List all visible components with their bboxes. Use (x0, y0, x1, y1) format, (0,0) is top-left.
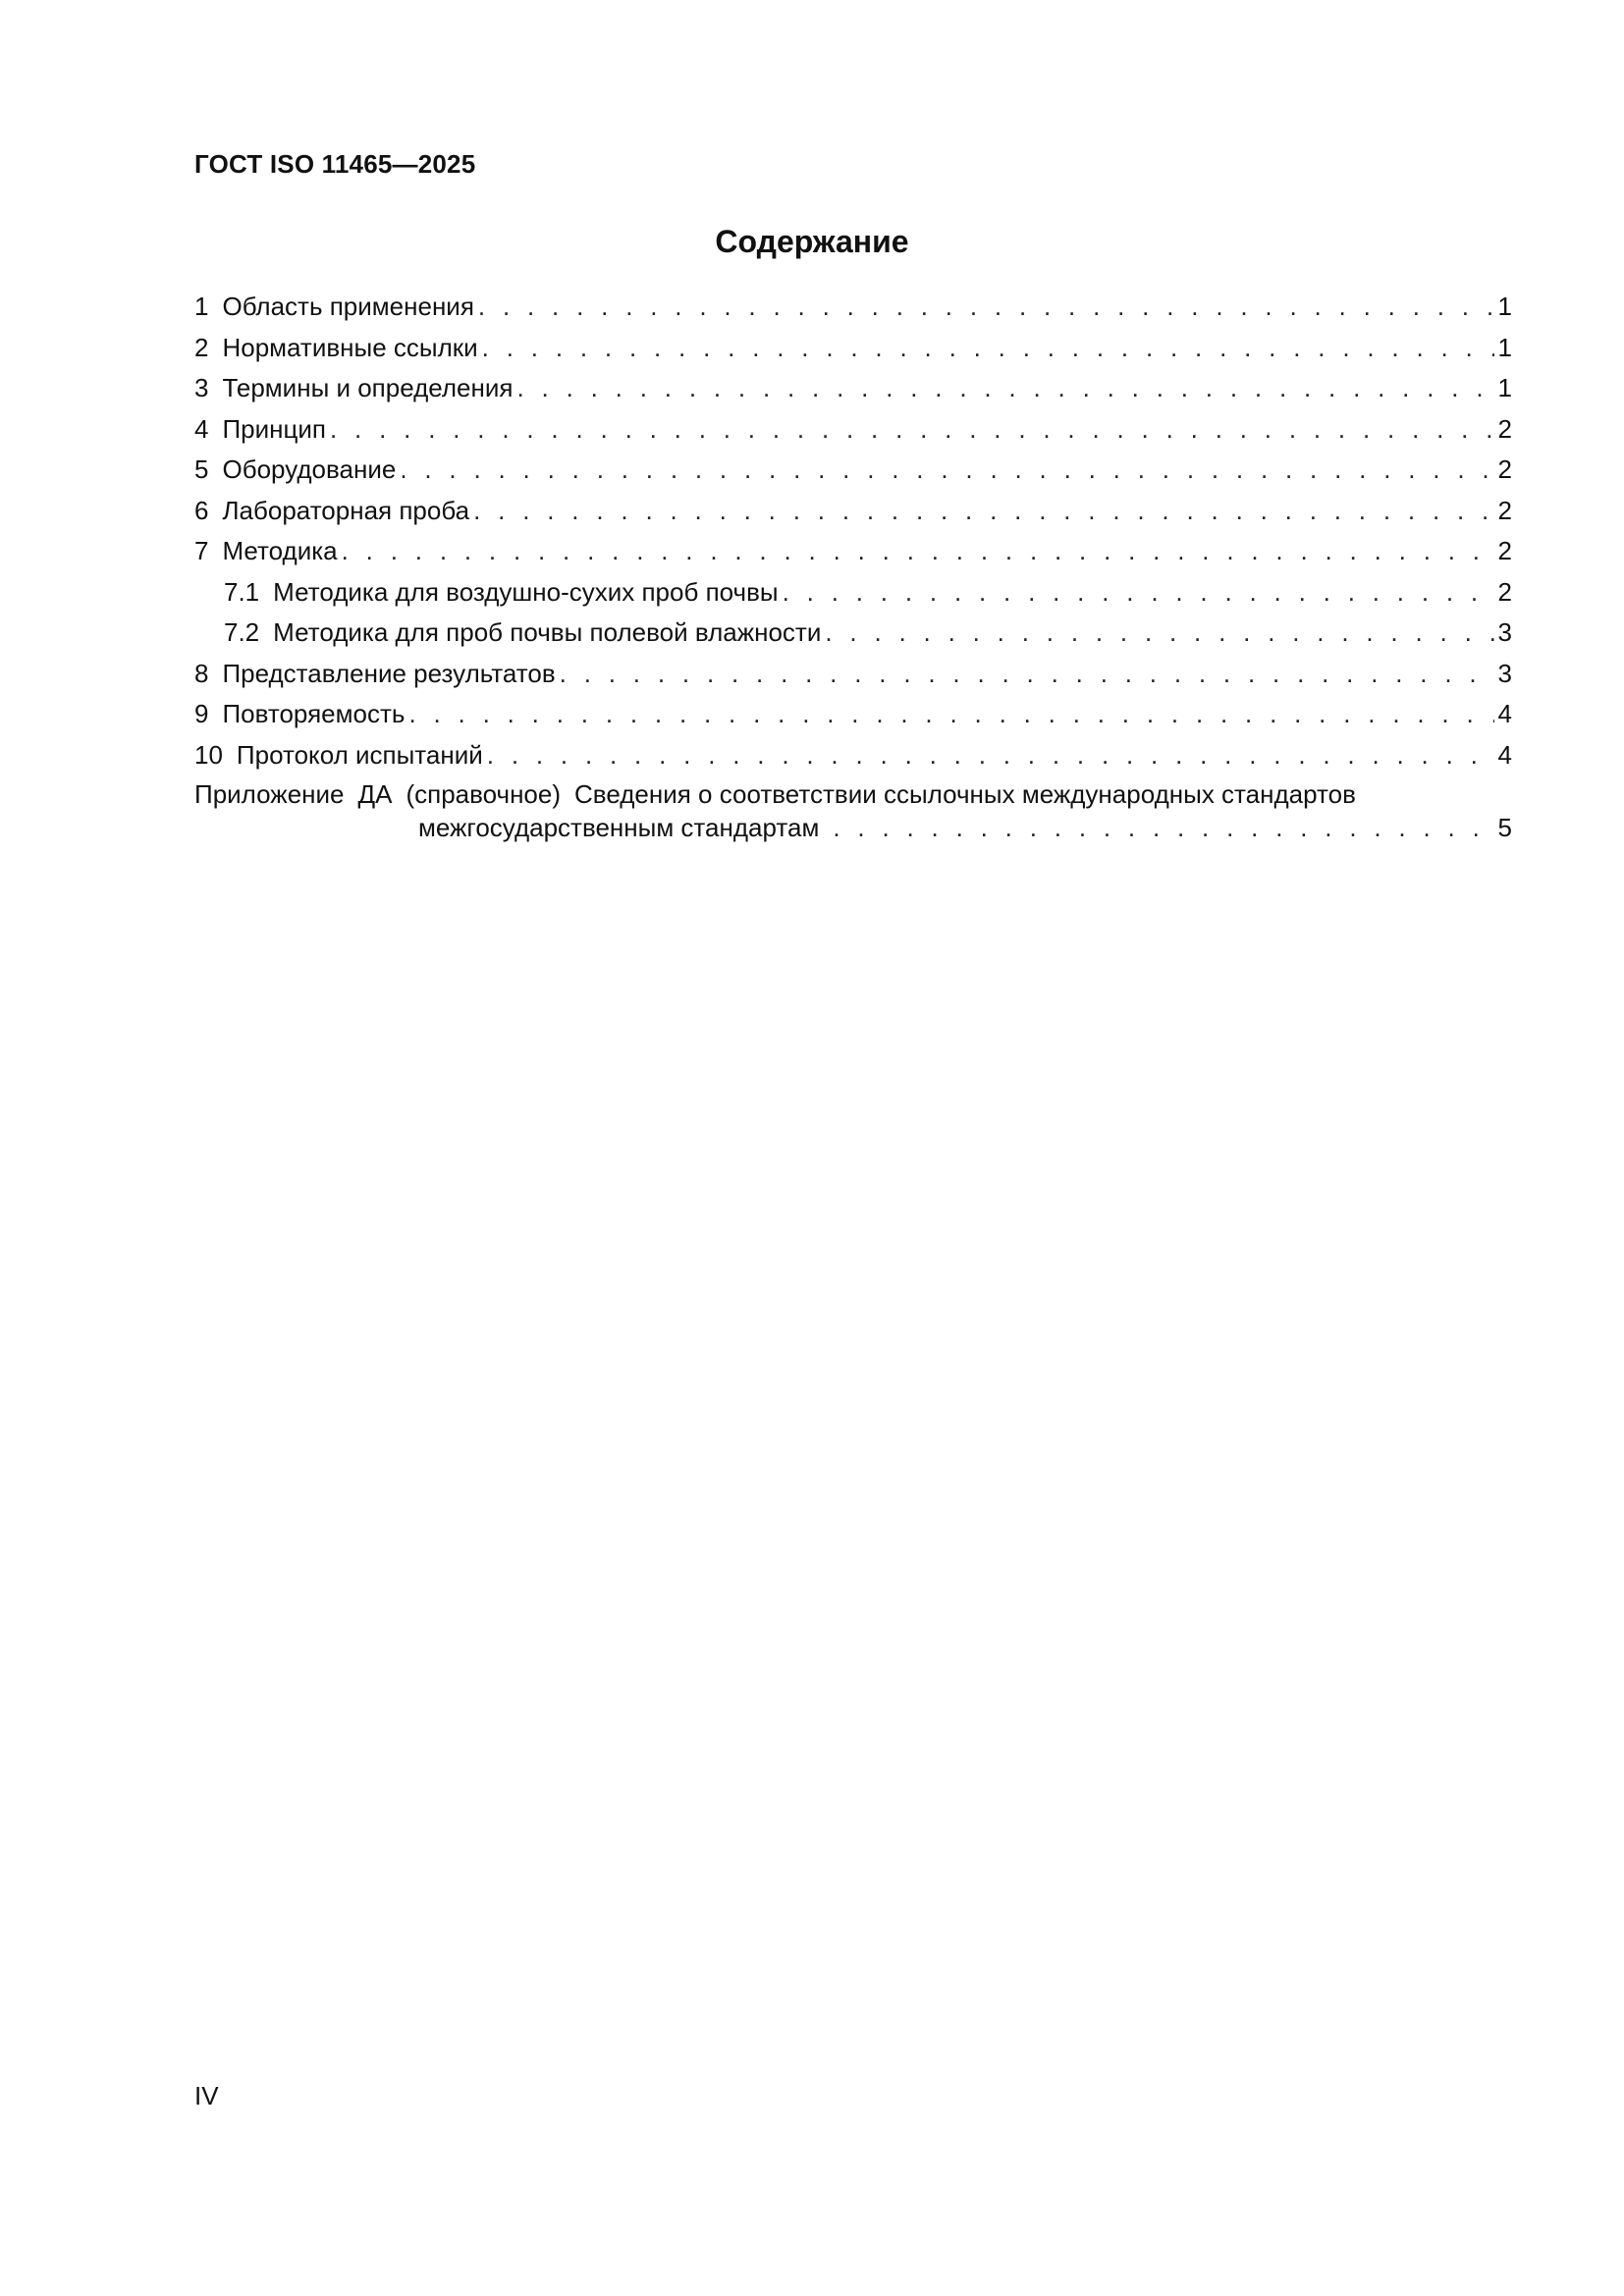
toc-entry-4[interactable] (194, 409, 1512, 451)
toc-entry-number: 7.1 (224, 576, 260, 607)
toc-entry-label: Нормативные ссылки (222, 332, 478, 362)
appendix-title-line1: Сведения о соответствии ссылочных международных стандартов (574, 779, 1356, 809)
toc-entry-page: 2 (1497, 495, 1512, 525)
appendix-prefix: Приложение (194, 779, 345, 809)
toc-entry-8[interactable] (194, 654, 1512, 695)
toc-entry-page: 1 (1497, 373, 1512, 402)
toc-entry-label: Оборудование (222, 454, 397, 484)
page-number: IV (194, 2081, 219, 2110)
dot-leader (560, 654, 1494, 695)
toc-entry-10[interactable] (194, 735, 1512, 776)
toc-entry-6[interactable] (194, 491, 1512, 532)
dot-leader (342, 531, 1494, 572)
dot-leader (833, 811, 1493, 844)
toc-entry-number: 10 (194, 739, 223, 770)
toc-entry-7-1[interactable] (194, 572, 1512, 614)
dot-leader (408, 694, 1493, 735)
toc-title: Содержание (715, 224, 909, 259)
toc-entry-label: Принцип (222, 413, 326, 444)
toc-entry-3[interactable] (194, 368, 1512, 409)
toc-entry-label: Представление результатов (222, 658, 556, 688)
toc-entry-label: Термины и определения (222, 373, 514, 402)
toc-entry-7-2[interactable] (194, 613, 1512, 654)
toc-entry-number: 7 (194, 536, 209, 565)
toc-entry-label: Повторяемость (222, 699, 406, 728)
toc-entry-appendix[interactable] (194, 777, 1512, 844)
toc-entry-label: Методика для воздушно-сухих проб почвы (273, 576, 779, 607)
dot-leader (487, 735, 1494, 776)
toc-entry-label: Протокол испытаний (236, 739, 483, 770)
toc-entry-page: 2 (1497, 536, 1512, 565)
toc-entry-1[interactable] (194, 287, 1512, 328)
toc-entry-number: 3 (194, 373, 209, 402)
toc-entry-number: 5 (194, 454, 209, 484)
dot-leader (783, 572, 1494, 614)
toc-entry-number: 9 (194, 699, 209, 728)
toc-entry-label: Методика (222, 536, 338, 565)
toc-entry-page: 2 (1497, 413, 1512, 444)
toc-entry-page: 1 (1497, 292, 1512, 321)
dot-leader (516, 368, 1493, 409)
toc-entry-number: 6 (194, 495, 209, 525)
toc-entry-page: 2 (1497, 454, 1512, 484)
toc-entry-7[interactable] (194, 531, 1512, 572)
document-id-header: ГОСТ ISO 11465—2025 (194, 149, 476, 179)
appendix-type: (справочное) (406, 779, 562, 809)
dot-leader (473, 491, 1493, 532)
dot-leader (478, 287, 1494, 328)
appendix-letter: ДА (357, 779, 393, 809)
toc-entry-9[interactable] (194, 694, 1512, 735)
table-of-contents (194, 287, 1512, 844)
appendix-title-line2: межгосударственным стандартам (418, 813, 820, 842)
dot-leader (400, 450, 1493, 491)
toc-entry-number: 4 (194, 413, 209, 444)
appendix-page: 5 (1497, 813, 1512, 842)
toc-entry-label: Методика для проб почвы полевой влажности (273, 617, 822, 647)
toc-entry-page: 1 (1497, 332, 1512, 362)
toc-entry-2[interactable] (194, 328, 1512, 369)
toc-entry-page: 2 (1497, 576, 1512, 607)
toc-entry-label: Область применения (222, 292, 474, 321)
dot-leader (330, 409, 1494, 451)
toc-entry-label: Лабораторная проба (222, 495, 470, 525)
dot-leader (825, 613, 1493, 654)
toc-entry-number: 2 (194, 332, 209, 362)
toc-entry-page: 3 (1497, 658, 1512, 688)
toc-entry-5[interactable] (194, 450, 1512, 491)
toc-entry-page: 4 (1497, 699, 1512, 728)
toc-entry-number: 8 (194, 658, 209, 688)
toc-entry-page: 4 (1497, 739, 1512, 770)
toc-entry-page: 3 (1497, 617, 1512, 647)
toc-entry-number: 1 (194, 292, 209, 321)
dot-leader (482, 328, 1494, 369)
toc-entry-number: 7.2 (224, 617, 260, 647)
